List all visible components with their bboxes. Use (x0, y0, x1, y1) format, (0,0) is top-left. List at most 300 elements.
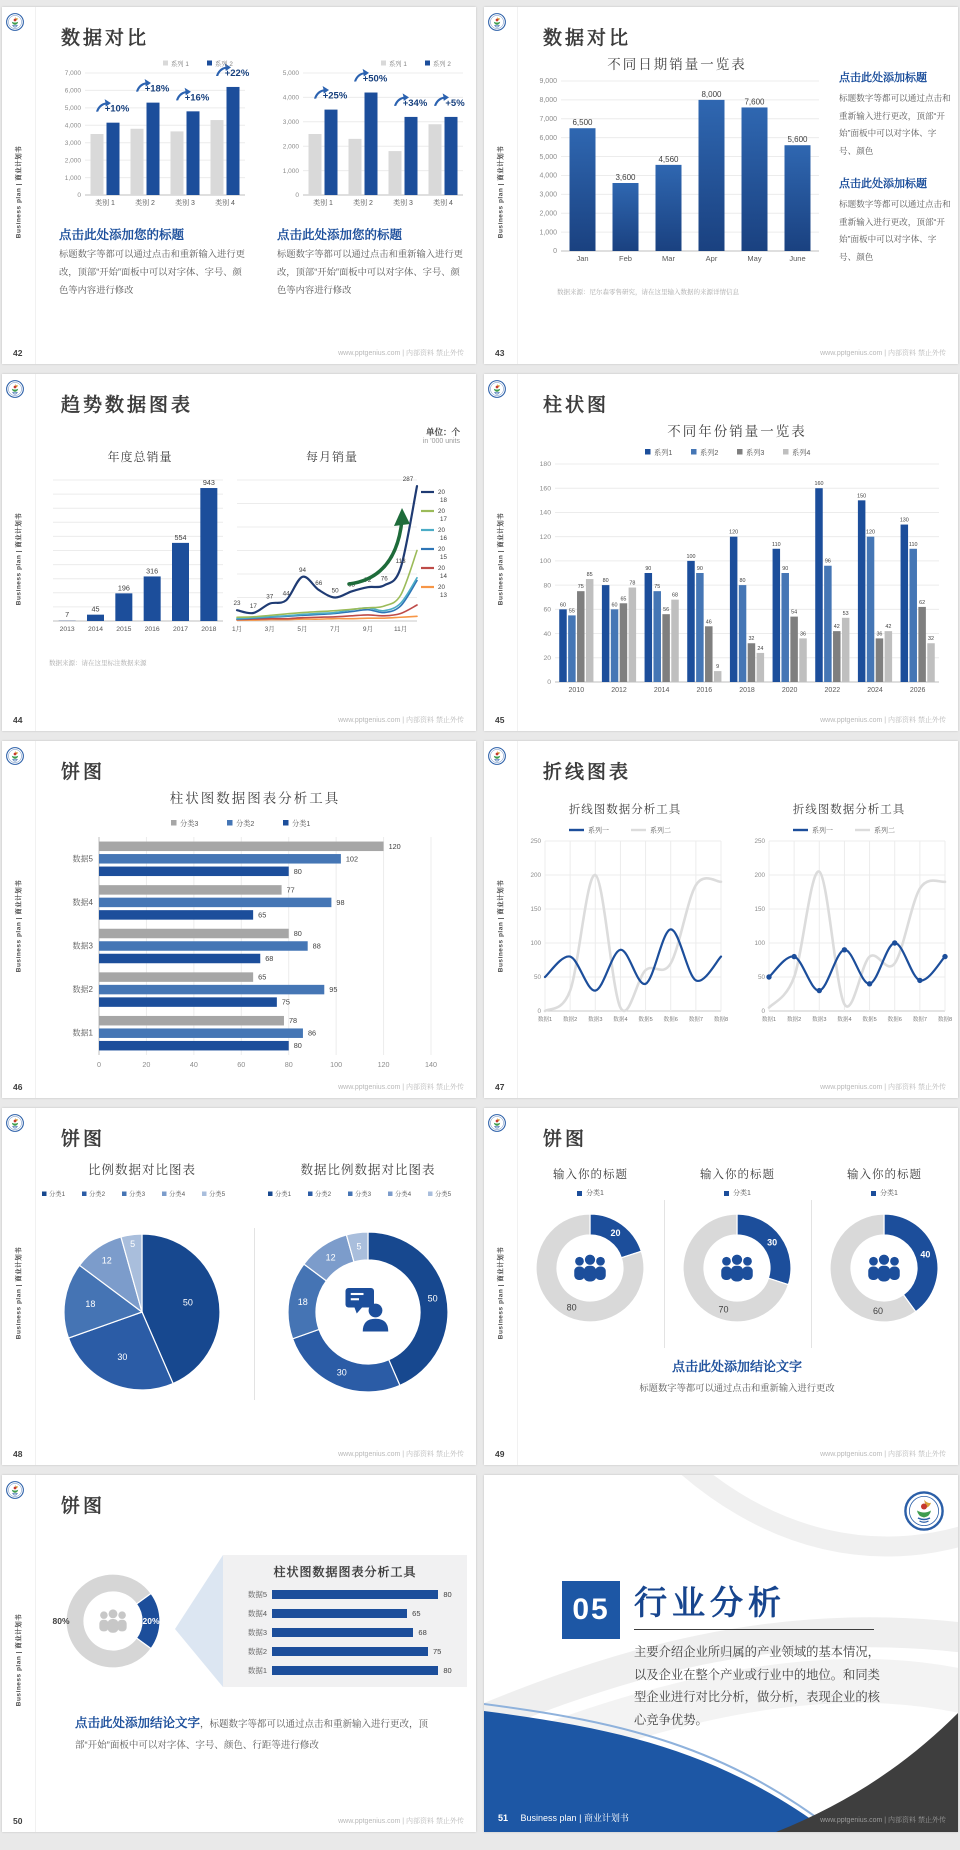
svg-text:8,000: 8,000 (701, 89, 722, 99)
svg-text:2020: 2020 (781, 687, 798, 694)
bar (272, 1590, 438, 1599)
svg-text:160: 160 (539, 485, 551, 493)
svg-text:数据6: 数据6 (887, 1017, 902, 1023)
svg-text:0: 0 (295, 192, 299, 200)
svg-text:62: 62 (919, 599, 926, 606)
svg-text:12: 12 (325, 1252, 336, 1263)
page-number: 46 (13, 1082, 23, 1092)
bar-label: 数据1 (247, 1666, 267, 1675)
slide-sidebar (484, 374, 518, 731)
svg-text:65: 65 (258, 972, 267, 982)
slide-title: 饼图 (61, 762, 106, 783)
svg-text:Mar: Mar (662, 254, 675, 263)
donut-chart (261, 1160, 475, 1418)
svg-text:78: 78 (629, 580, 636, 587)
footer-url: www.pptgenius.com | 内部资料 禁止外传 (338, 1084, 464, 1091)
slide-content (35, 741, 476, 1098)
bar-value: 68 (418, 1628, 427, 1637)
svg-text:60: 60 (237, 1060, 246, 1069)
conclusion-heading: 点击此处添加结论文字 (75, 1716, 201, 1730)
bar (272, 1647, 428, 1656)
svg-text:分类2: 分类2 (236, 819, 255, 828)
bar-track (272, 1647, 455, 1656)
svg-text:20%: 20% (142, 1616, 160, 1626)
svg-text:June: June (789, 254, 806, 263)
svg-text:类别 1: 类别 1 (313, 200, 333, 207)
bar-chart (527, 73, 827, 273)
slide-49[interactable] (484, 1108, 958, 1465)
svg-text:+10%: +10% (104, 103, 130, 115)
footer-url: www.pptgenius.com | 内部资料 禁止外传 (820, 1817, 946, 1824)
svg-text:2016: 2016 (144, 626, 160, 633)
svg-text:12: 12 (101, 1255, 112, 1266)
svg-text:95: 95 (329, 985, 338, 995)
svg-text:40: 40 (920, 1249, 931, 1260)
svg-text:数据5: 数据5 (638, 1017, 653, 1023)
svg-text:2014: 2014 (653, 687, 670, 694)
svg-text:+18%: +18% (144, 83, 170, 95)
svg-text:类别 4: 类别 4 (215, 200, 235, 207)
svg-text:68: 68 (672, 592, 679, 599)
svg-text:80: 80 (293, 1041, 302, 1051)
svg-text:数据2: 数据2 (786, 1017, 802, 1023)
school-emblem-icon (488, 380, 506, 398)
slide-45[interactable] (484, 374, 958, 731)
svg-text:数据5: 数据5 (72, 854, 93, 864)
svg-text:75: 75 (577, 584, 584, 591)
svg-text:80: 80 (543, 582, 551, 590)
page-number: 45 (495, 715, 505, 725)
slide-title: 趋势数据图表 (61, 395, 194, 416)
svg-text:102: 102 (345, 854, 359, 864)
text-heading: 点击此处添加您的标题 (59, 228, 185, 242)
svg-text:+5%: +5% (445, 97, 465, 109)
svg-text:2026: 2026 (909, 687, 926, 694)
svg-text:分类2: 分类2 (89, 1191, 106, 1198)
svg-text:4,000: 4,000 (64, 122, 81, 130)
svg-text:80: 80 (284, 1060, 293, 1069)
svg-text:60: 60 (872, 1306, 883, 1317)
slide-46[interactable] (2, 741, 476, 1098)
text-heading: 点击此处添加您的标题 (277, 228, 403, 242)
sidebar-vertical-label: Business plan | 商业计划书 (497, 1246, 505, 1340)
svg-text:44: 44 (282, 590, 290, 598)
slide-50[interactable] (2, 1475, 476, 1832)
svg-text:37: 37 (266, 593, 274, 601)
svg-text:63: 63 (348, 581, 356, 589)
svg-text:30: 30 (336, 1367, 347, 1378)
chart-title: 每月销量 (305, 450, 358, 464)
line-chart (231, 466, 471, 641)
chart-title: 输入你的标题 (847, 1169, 922, 1181)
text-body: 标题数字等都可以通过点击和重新输入进行更改，顶部“开始”面板中可以对字体、字号、颜色等内容进行修改 (59, 249, 245, 296)
svg-text:系列1: 系列1 (654, 448, 673, 457)
svg-text:42: 42 (833, 624, 840, 631)
svg-text:85: 85 (586, 572, 593, 579)
svg-text:46: 46 (705, 619, 712, 626)
svg-text:18: 18 (297, 1297, 308, 1308)
svg-text:不同年份销量一览表: 不同年份销量一览表 (667, 424, 807, 439)
slide-47[interactable] (484, 741, 958, 1098)
bar-row (231, 1661, 455, 1680)
svg-text:72: 72 (364, 577, 372, 585)
svg-text:数据7: 数据7 (688, 1017, 704, 1023)
svg-text:4,000: 4,000 (539, 172, 557, 180)
slide-sidebar (2, 7, 36, 364)
svg-text:数据8: 数据8 (937, 1017, 953, 1023)
conclusion-body: ，标题数字等都可以通过点击和重新输入进行更改，顶部“开始”面板中可以对字体、字号、颜色、行距等进行修改 (75, 1719, 429, 1751)
svg-text:2018: 2018 (739, 687, 755, 694)
svg-text:2015: 2015 (116, 626, 132, 633)
unit-note: 单位：个 in '000 units (422, 427, 460, 445)
svg-text:18: 18 (85, 1299, 96, 1310)
svg-text:66: 66 (315, 579, 323, 587)
donut-chart (524, 1202, 656, 1334)
svg-text:3,600: 3,600 (615, 173, 636, 182)
svg-text:75: 75 (281, 997, 290, 1007)
svg-text:100: 100 (754, 940, 765, 948)
svg-text:+16%: +16% (184, 92, 210, 104)
svg-text:0: 0 (77, 192, 81, 200)
chart-title: 不同日期销量一览表 (607, 57, 747, 72)
svg-text:系列 1: 系列 1 (171, 61, 189, 68)
chart-title: 年度总销量 (107, 450, 173, 464)
svg-text:6,000: 6,000 (539, 134, 557, 142)
footer-url: www.pptgenius.com | 内部资料 禁止外传 (338, 1451, 464, 1458)
svg-text:7,000: 7,000 (539, 115, 557, 123)
svg-text:数据1: 数据1 (537, 1017, 553, 1023)
svg-text:系列4: 系列4 (792, 448, 811, 457)
svg-text:32: 32 (928, 636, 935, 643)
svg-text:14: 14 (440, 573, 447, 580)
page-number: 44 (13, 715, 23, 725)
svg-text:80: 80 (566, 1302, 577, 1313)
grouped-bar-chart (273, 57, 467, 215)
svg-text:+50%: +50% (362, 73, 388, 85)
sidebar-vertical-label: Business plan | 商业计划书 (15, 1246, 23, 1340)
line-chart (519, 797, 731, 1037)
svg-text:0: 0 (547, 679, 551, 687)
svg-text:分类3: 分类3 (355, 1191, 372, 1198)
footer-label: Business plan | 商业计划书 (520, 1813, 629, 1823)
svg-text:5,000: 5,000 (539, 153, 557, 161)
legend-swatch (871, 1191, 876, 1196)
svg-text:45: 45 (91, 604, 100, 614)
svg-text:65: 65 (620, 596, 627, 603)
svg-text:20: 20 (438, 508, 445, 515)
slide-51[interactable] (484, 1475, 958, 1832)
pie-chart (35, 1160, 249, 1418)
bar-row (231, 1585, 455, 1604)
svg-text:50: 50 (427, 1293, 438, 1304)
footer-url: www.pptgenius.com | 内部资料 禁止外传 (820, 1451, 946, 1458)
svg-text:15: 15 (440, 554, 447, 561)
svg-text:Apr: Apr (705, 254, 718, 263)
svg-text:分类3: 分类3 (180, 819, 199, 828)
svg-text:100: 100 (539, 558, 551, 566)
svg-text:140: 140 (425, 1060, 437, 1069)
bar-row (231, 1604, 455, 1623)
source-note: 数据来源：尼尔森零售研究，请在这里输入数据的来源详情信息 (557, 289, 739, 296)
svg-text:May: May (747, 254, 762, 263)
svg-text:数据2: 数据2 (562, 1017, 578, 1023)
svg-text:数据6: 数据6 (663, 1017, 678, 1023)
svg-text:系列2: 系列2 (700, 448, 719, 457)
svg-text:+22%: +22% (224, 67, 250, 79)
grouped-bar-chart (55, 57, 249, 215)
svg-text:柱状图数据图表分析工具: 柱状图数据图表分析工具 (169, 791, 341, 806)
svg-text:6,500: 6,500 (572, 118, 593, 128)
svg-text:53: 53 (842, 610, 849, 617)
svg-text:Jan: Jan (576, 254, 589, 263)
slide-title: 饼图 (543, 1129, 588, 1150)
bar-chart (47, 466, 227, 641)
svg-text:4,560: 4,560 (658, 154, 679, 164)
chart-legend: 分类1 (521, 1188, 660, 1198)
svg-text:60: 60 (611, 602, 618, 609)
svg-text:20: 20 (142, 1060, 151, 1069)
svg-text:316: 316 (146, 566, 159, 576)
svg-text:0: 0 (761, 1008, 765, 1016)
svg-text:2,000: 2,000 (64, 157, 81, 165)
slide-sidebar (2, 1475, 36, 1832)
svg-text:60: 60 (559, 602, 566, 609)
school-emblem-icon (904, 1491, 944, 1531)
svg-text:9,000: 9,000 (539, 78, 557, 86)
slide-sidebar (484, 7, 518, 364)
text-body: 标题数字等都可以通过点击和重新输入进行更改，顶部“开始”面板中可以对字体、字号、颜色 (839, 199, 951, 262)
svg-text:140: 140 (539, 509, 551, 517)
bar-track (272, 1590, 455, 1599)
svg-text:数据5: 数据5 (862, 1017, 877, 1023)
donut-chart (818, 1202, 950, 1334)
svg-text:30: 30 (117, 1352, 128, 1363)
svg-text:20: 20 (438, 546, 445, 553)
slide-48[interactable] (2, 1108, 476, 1465)
svg-text:2,000: 2,000 (539, 210, 557, 218)
svg-text:20: 20 (543, 654, 551, 662)
slide-title: 饼图 (61, 1496, 106, 1517)
svg-text:150: 150 (530, 906, 541, 914)
school-emblem-icon (6, 747, 24, 765)
svg-text:3月: 3月 (264, 626, 275, 633)
svg-text:80%: 80% (52, 1616, 70, 1626)
footer-url: www.pptgenius.com | 内部资料 禁止外传 (338, 1818, 464, 1825)
donut-chart (51, 1559, 175, 1683)
svg-text:6,000: 6,000 (64, 87, 81, 95)
svg-text:数据3: 数据3 (588, 1017, 603, 1023)
svg-text:110: 110 (772, 541, 781, 548)
svg-text:数据1: 数据1 (761, 1017, 777, 1023)
svg-text:7月: 7月 (330, 626, 341, 633)
svg-text:113: 113 (395, 557, 406, 565)
slide-title: 饼图 (61, 1129, 106, 1150)
footer-url: www.pptgenius.com | 内部资料 禁止外传 (820, 1084, 946, 1091)
slide-title: 折线图表 (543, 762, 632, 783)
bar-label: 数据5 (247, 1590, 267, 1599)
slide-sidebar (484, 741, 518, 1098)
svg-text:数据2: 数据2 (72, 985, 93, 995)
svg-text:分类1: 分类1 (275, 1191, 292, 1198)
svg-text:系列一: 系列一 (588, 827, 609, 835)
svg-text:折线图数据分析工具: 折线图数据分析工具 (568, 804, 682, 816)
slide-sidebar (2, 1108, 36, 1465)
source-note: 数据来源：请在这里标注数据来源 (49, 660, 147, 667)
svg-text:100: 100 (530, 940, 541, 948)
svg-text:5: 5 (356, 1241, 362, 1252)
svg-text:150: 150 (857, 493, 867, 500)
bar-label: 数据4 (247, 1609, 267, 1618)
svg-text:分类4: 分类4 (395, 1191, 412, 1198)
svg-text:88: 88 (312, 941, 321, 951)
bar-rows (223, 1585, 467, 1680)
svg-text:20: 20 (438, 489, 445, 496)
svg-text:类别 3: 类别 3 (175, 200, 195, 207)
svg-text:94: 94 (298, 566, 306, 574)
svg-text:40: 40 (189, 1060, 198, 1069)
page-number: 43 (495, 348, 505, 358)
svg-text:24: 24 (757, 645, 764, 652)
svg-text:数据4: 数据4 (72, 897, 93, 907)
svg-text:2024: 2024 (867, 687, 883, 694)
svg-text:55: 55 (568, 608, 575, 615)
svg-text:90: 90 (696, 566, 703, 572)
svg-text:2013: 2013 (59, 626, 75, 633)
svg-text:120: 120 (539, 533, 551, 541)
svg-text:90: 90 (782, 566, 789, 572)
slide-43[interactable] (484, 7, 958, 364)
chart-legend: 分类1 (668, 1188, 807, 1198)
svg-text:120: 120 (388, 841, 401, 851)
slide-title: 数据对比 (543, 28, 632, 49)
svg-text:分类1: 分类1 (49, 1191, 66, 1198)
school-emblem-icon (488, 1114, 506, 1132)
text-heading: 点击此处添加标题 (839, 72, 927, 84)
svg-text:1,000: 1,000 (64, 174, 81, 182)
svg-text:7: 7 (65, 610, 70, 620)
school-emblem-icon (6, 1114, 24, 1132)
slide-content (517, 741, 958, 1098)
svg-text:9: 9 (716, 664, 720, 671)
svg-text:5,000: 5,000 (64, 105, 81, 113)
svg-text:120: 120 (729, 529, 739, 536)
svg-text:36: 36 (876, 631, 883, 638)
page-number: 42 (13, 348, 23, 358)
svg-text:7,600: 7,600 (744, 97, 765, 107)
slide-42[interactable] (2, 7, 476, 364)
svg-text:4,000: 4,000 (282, 94, 299, 102)
svg-text:78: 78 (288, 1016, 298, 1026)
svg-text:分类5: 分类5 (209, 1191, 226, 1198)
svg-text:数据3: 数据3 (812, 1017, 827, 1023)
hbar-chart (43, 785, 467, 1081)
svg-text:250: 250 (530, 838, 541, 846)
slide-footer (498, 1811, 629, 1824)
chart-title: 输入你的标题 (700, 1169, 775, 1181)
page-number: 50 (13, 1816, 23, 1826)
svg-text:18: 18 (440, 497, 447, 504)
text-block (839, 175, 953, 266)
svg-text:96: 96 (824, 558, 831, 565)
slide-content (517, 374, 958, 731)
conclusion (75, 1711, 445, 1755)
sidebar-vertical-label: Business plan | 商业计划书 (497, 879, 505, 973)
svg-text:60: 60 (543, 606, 551, 614)
svg-text:20: 20 (438, 584, 445, 591)
divider (634, 1629, 874, 1630)
page-number: 48 (13, 1449, 23, 1459)
line-chart (743, 797, 955, 1037)
svg-text:11月: 11月 (394, 626, 408, 633)
svg-text:56: 56 (663, 607, 670, 614)
legend-swatch (577, 1191, 582, 1196)
slide-title: 数据对比 (61, 28, 150, 49)
svg-text:2010: 2010 (568, 687, 585, 694)
svg-text:2014: 2014 (87, 626, 104, 633)
bar-label: 数据3 (247, 1628, 267, 1637)
bar-track (272, 1628, 455, 1637)
svg-text:9月: 9月 (362, 626, 373, 633)
svg-text:196: 196 (117, 583, 130, 593)
svg-text:23: 23 (233, 600, 241, 608)
svg-text:17: 17 (249, 603, 257, 611)
svg-text:类别 2: 类别 2 (353, 200, 373, 207)
svg-text:54: 54 (791, 609, 798, 616)
sidebar-vertical-label: Business plan | 商业计划书 (15, 512, 23, 606)
svg-text:分类4: 分类4 (169, 1191, 186, 1198)
svg-text:180: 180 (539, 461, 551, 469)
svg-text:50: 50 (533, 974, 541, 982)
bar (272, 1666, 438, 1675)
slide-content (517, 7, 958, 364)
page-number: 49 (495, 1449, 505, 1459)
svg-text:16: 16 (440, 535, 447, 542)
bar-track (272, 1609, 455, 1618)
svg-text:系列 1: 系列 1 (389, 61, 407, 68)
svg-text:13: 13 (440, 592, 447, 599)
school-emblem-icon (488, 747, 506, 765)
page-number: 51 (498, 1813, 509, 1823)
svg-text:系列3: 系列3 (746, 448, 765, 457)
svg-text:76: 76 (380, 575, 388, 583)
svg-text:5,000: 5,000 (282, 70, 299, 78)
svg-text:+25%: +25% (322, 90, 348, 102)
bar-panel (223, 1555, 467, 1687)
chart-title: 柱状图数据图表分析工具 (273, 1565, 417, 1579)
bar (272, 1628, 413, 1637)
svg-text:2017: 2017 (172, 626, 189, 633)
footer-url: www.pptgenius.com | 内部资料 禁止外传 (338, 350, 464, 357)
svg-text:100: 100 (686, 553, 696, 560)
donut-chart (671, 1202, 803, 1334)
bar-row (231, 1642, 455, 1661)
svg-text:70: 70 (718, 1304, 729, 1315)
sidebar-vertical-label: Business plan | 商业计划书 (497, 512, 505, 606)
svg-text:数据7: 数据7 (912, 1017, 928, 1023)
funnel-shape (175, 1555, 223, 1687)
chart-legend: 分类1 (815, 1188, 954, 1198)
slide-sidebar (2, 741, 36, 1098)
svg-text:68: 68 (265, 954, 274, 963)
bar-value: 65 (412, 1609, 421, 1618)
school-emblem-icon (488, 13, 506, 31)
svg-text:系列一: 系列一 (812, 827, 833, 835)
svg-text:110: 110 (908, 541, 918, 548)
svg-text:系列二: 系列二 (650, 827, 671, 835)
slide-44[interactable] (2, 374, 476, 731)
divider (664, 1200, 665, 1348)
svg-text:0: 0 (537, 1008, 541, 1016)
